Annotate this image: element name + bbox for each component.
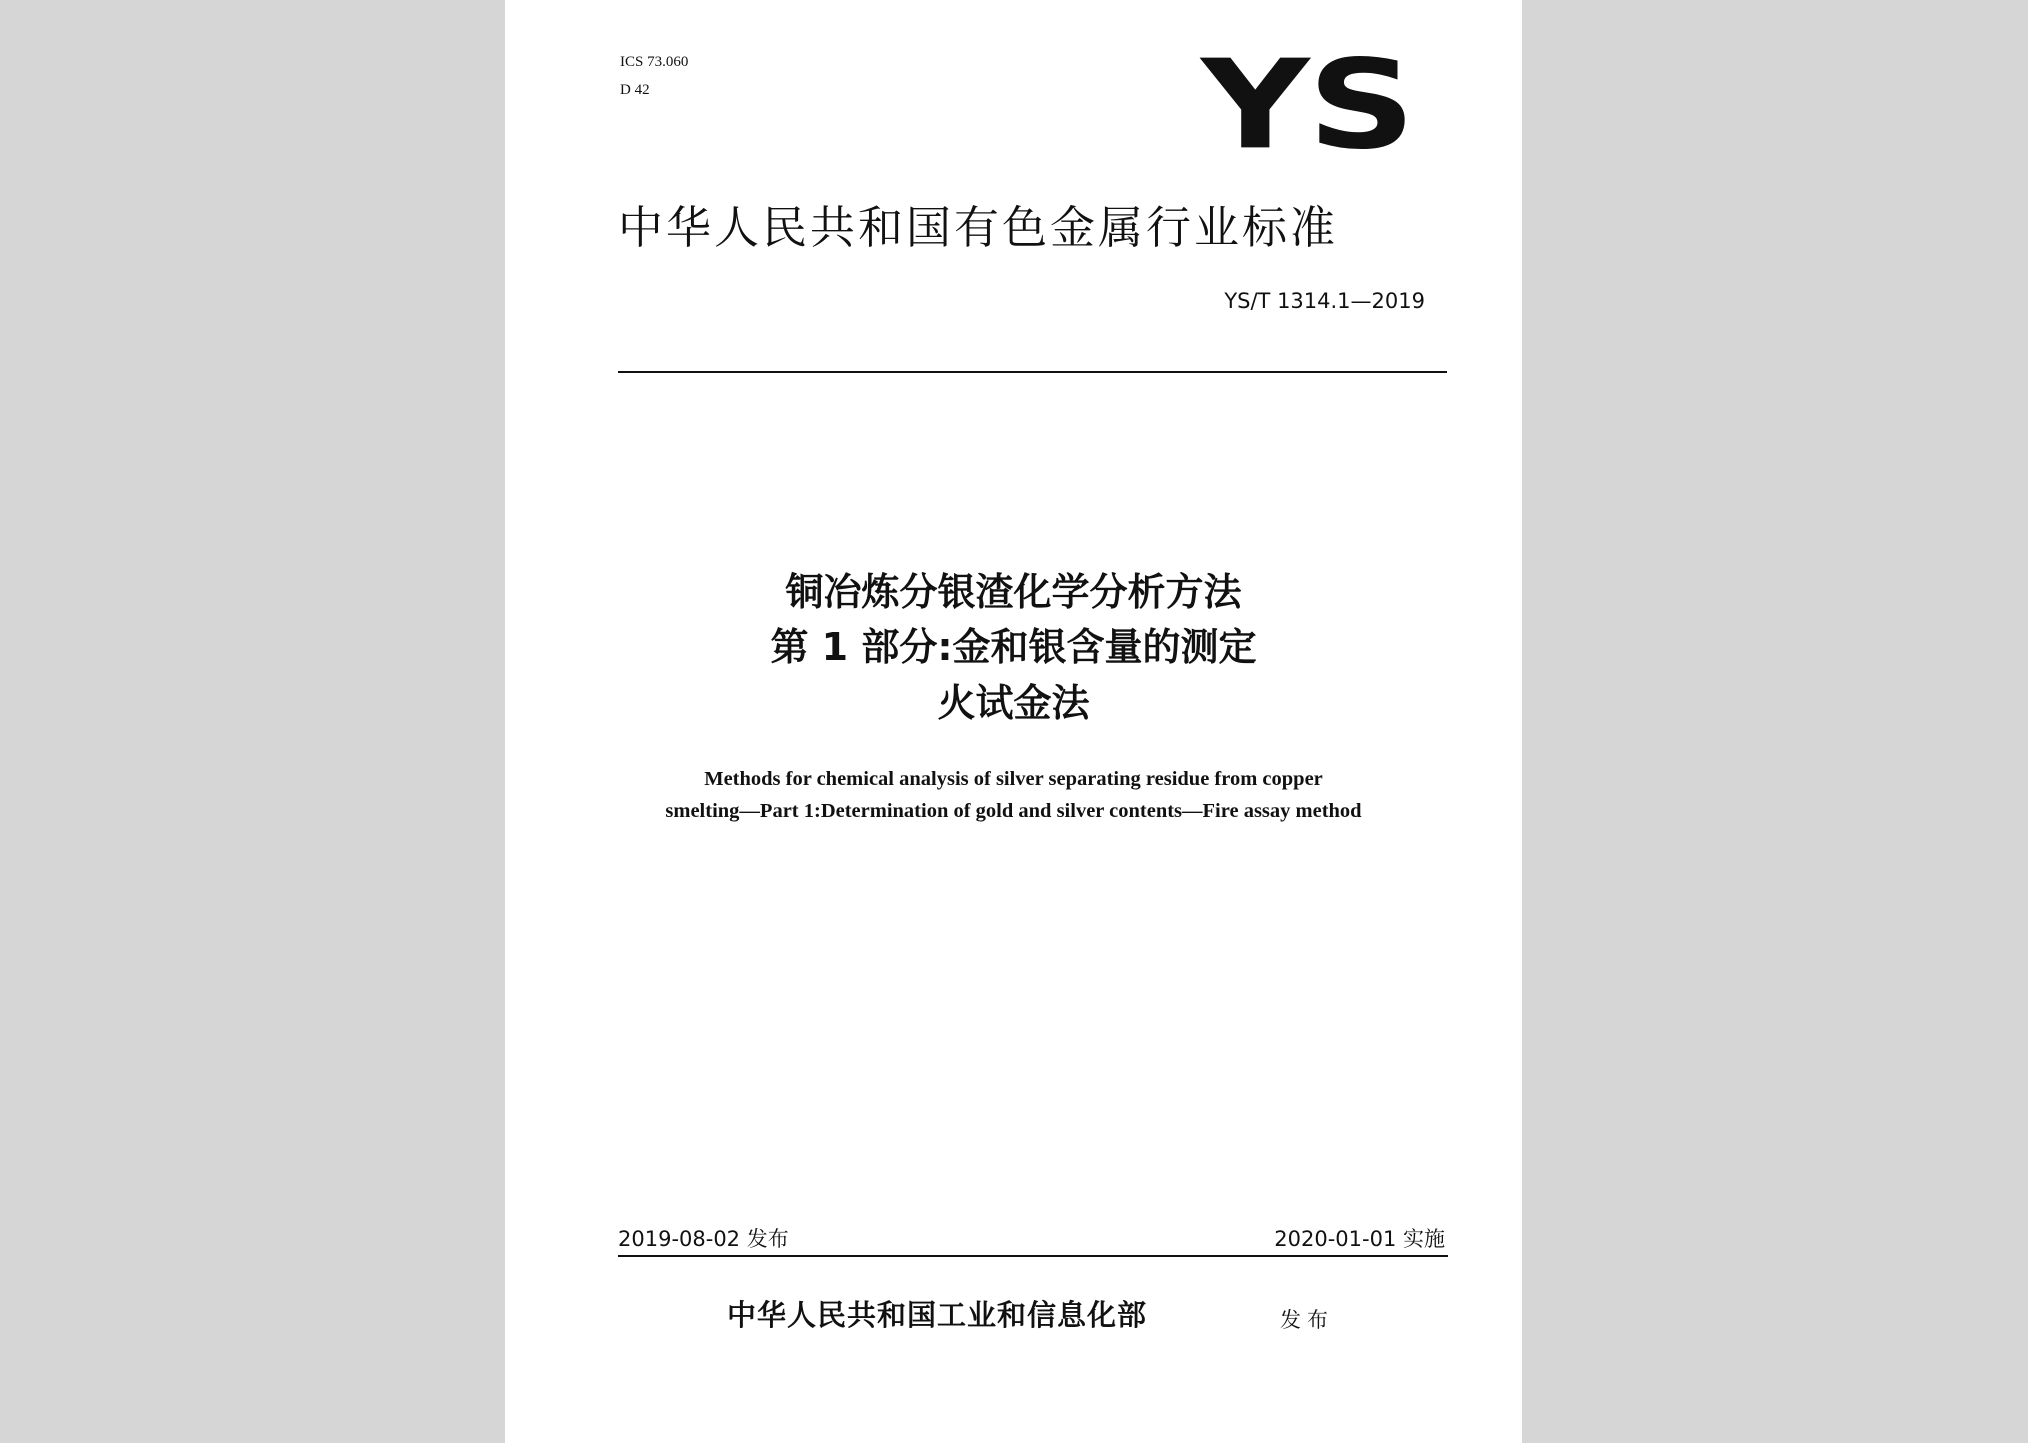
document-page xyxy=(505,0,1522,1443)
industry-standard-heading: 中华人民共和国有色金属行业标准 xyxy=(618,201,1339,254)
title-cn-line-1: 铜冶炼分银渣化学分析方法 xyxy=(785,570,1242,614)
issuing-authority: 中华人民共和国工业和信息化部 xyxy=(727,1300,1148,1332)
ys-logo: YS xyxy=(1201,34,1414,177)
title-cn-line-3: 火试金法 xyxy=(937,681,1090,725)
issue-date: 2019-08-02 发布 xyxy=(618,1227,789,1251)
ics-code: ICS 73.060 xyxy=(620,54,689,70)
implementation-date: 2020-01-01 实施 xyxy=(1274,1227,1445,1251)
issuing-suffix: 发布 xyxy=(1280,1308,1334,1332)
footer-divider xyxy=(618,1255,1448,1257)
title-en-line-1: Methods for chemical analysis of silver separating residue from copper xyxy=(704,768,1323,790)
header-divider xyxy=(618,371,1447,373)
ccs-code: D 42 xyxy=(620,82,650,98)
title-cn-line-2: 第 1 部分:金和银含量的测定 xyxy=(770,625,1257,669)
title-en-line-2: smelting—Part 1:Determination of gold and silver contents—Fire assay method xyxy=(665,800,1362,822)
standard-number: YS/T 1314.1—2019 xyxy=(1224,289,1425,313)
